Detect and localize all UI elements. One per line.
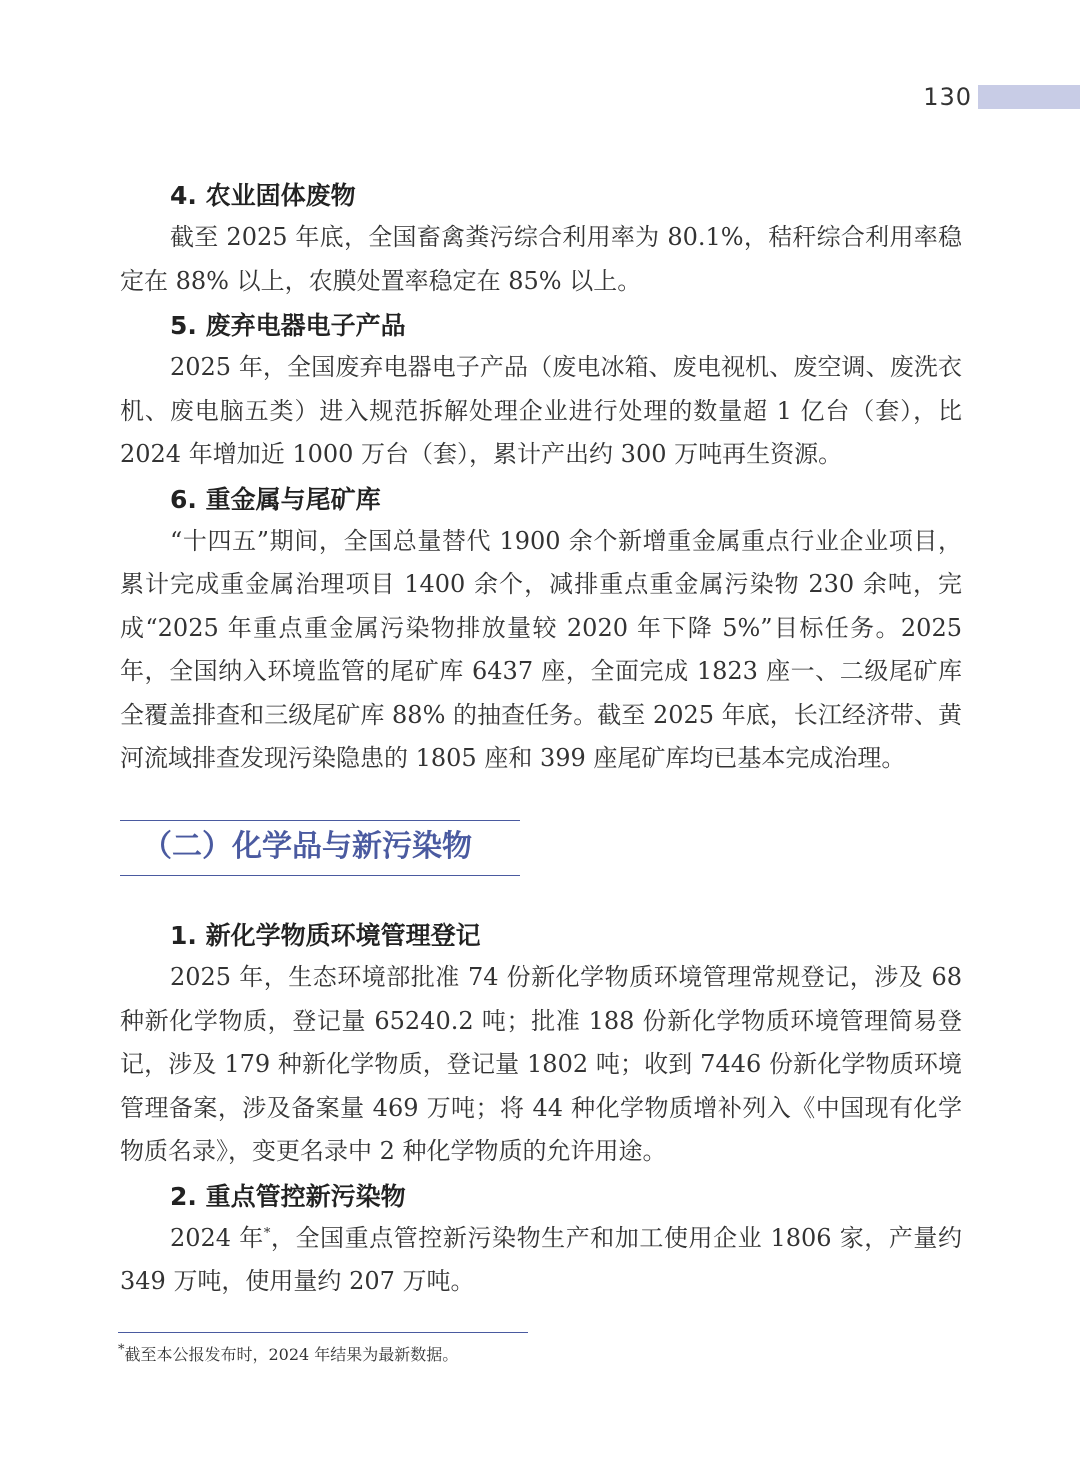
subheading-new-pollutants: 2. 重点管控新污染物: [170, 1181, 406, 1211]
subheading-electronic-waste: 5. 废弃电器电子产品: [170, 311, 406, 340]
paragraph-new-chemicals: 2025 年，生态环境部批准 74 份新化学物质环境管理常规登记，涉及 68 种新化学物质，登记量 65240.2 吨；批准 188 份新化学物质环境管理简易登记，涉及 179 种新化学物质，登记量 1802 吨；收到 7446 份新化学物质环境管理备案，涉及备案量 469 万吨；将 44 种化学物质增补列入《中国现有化学物质名录》，变更名录中 2 种化学物质的允许用途。: [120, 963, 962, 1165]
section-heading: （二）化学品与新污染物: [142, 829, 472, 864]
subheading-heavy-metals: 6. 重金属与尾矿库: [170, 484, 381, 514]
section-block-solid-waste: [120, 176, 962, 781]
page-edge-tab: [978, 85, 1080, 109]
paragraph-heavy-metals: “十四五”期间，全国总量替代 1900 余个新增重金属重点行业企业项目，累计完成重金属治理项目 1400 余个，减排重点重金属污染物 230 余吨，完成“2025 年重点重金属污染物排放量较 2020 年下降 5%”目标任务。2025 年，全国纳入环境监管的尾矿库 6437 座，全面完成 1823 座一、二级尾矿库全覆盖排查和三级尾矿库 88% 的抽查任务。截至 2025 年底，长江经济带、黄河流域排查发现污染隐患的 1805 座和 399 座尾矿库均已基本完成治理。: [120, 526, 962, 772]
page-number: 130: [923, 83, 972, 111]
section-heading-box: [120, 820, 520, 876]
footnote: [118, 1344, 458, 1366]
footnote-text: 截至本公报发布时，2024 年结果为最新数据。: [124, 1345, 459, 1364]
paragraph-agricultural-waste: 截至 2025 年底，全国畜禽粪污综合利用率为 80.1%，秸秆综合利用率稳定在 88% 以上，农膜处置率稳定在 85% 以上。: [120, 223, 962, 295]
footnote-divider: [118, 1332, 528, 1333]
subheading-agricultural-waste: 4. 农业固体废物: [170, 181, 356, 210]
footnote-reference-mark: *: [263, 1225, 271, 1241]
subheading-new-chemicals: 1. 新化学物质环境管理登记: [170, 921, 481, 950]
paragraph-electronic-waste: 2025 年，全国废弃电器电子产品（废电冰箱、废电视机、废空调、废洗衣机、废电脑五类）进入规范拆解处理企业进行处理的数量超 1 亿台（套），比 2024 年增加近 1000 万台（套），累计产出约 300 万吨再生资源。: [120, 353, 962, 468]
footnote-mark: *: [118, 1342, 125, 1358]
pollutants-text: ，全国重点管控新污染物生产和加工使用企业 1806 家，产量约 349 万吨，使用量约 207 万吨。: [120, 1223, 962, 1295]
section-block-chemicals: [120, 916, 962, 1304]
year-text: 2024 年: [170, 1223, 264, 1252]
paragraph-new-pollutants: [120, 1217, 962, 1304]
